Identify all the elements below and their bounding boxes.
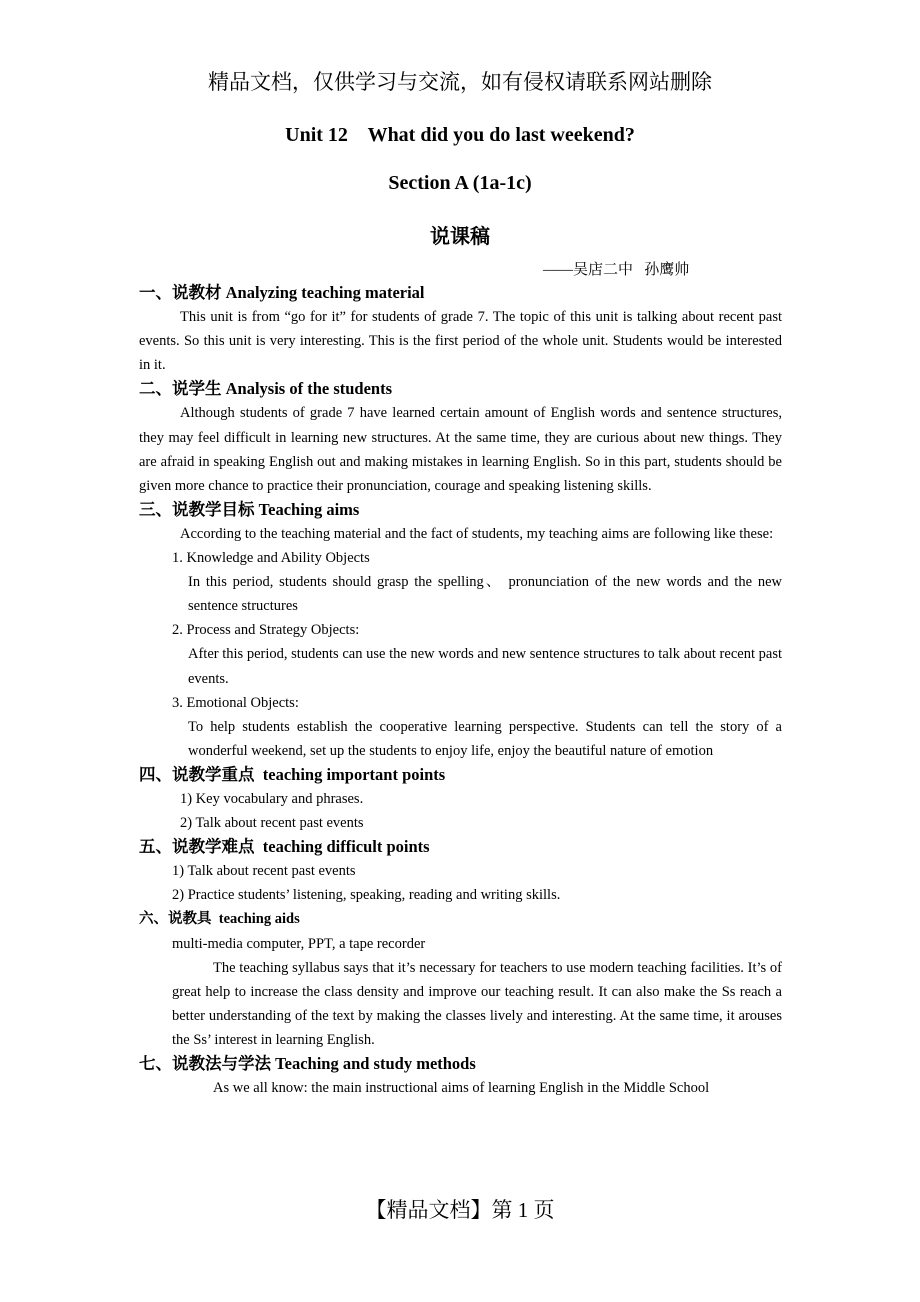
aims-item-text: In this period, students should grasp the spelling、 pronunciation of the new words and the new sentence structures (188, 574, 782, 615)
section-heading-difficult-points: 五、说教学难点 teaching difficult points (139, 837, 430, 857)
page-footer: 【精品文档】第 1 页 (365, 1198, 555, 1222)
unit-title: Unit 12 What did you do last weekend? (285, 124, 635, 146)
page-header: 精品文档，仅供学习与交流，如有侵权请联系网站删除 (208, 70, 712, 94)
section-heading-students: 二、说学生 Analysis of the students (139, 379, 393, 399)
aims-item-title: 3. Emotional Objects: (172, 694, 299, 711)
important-point-item: 2) Talk about recent past events (180, 815, 364, 832)
paragraph-aids: The teaching syllabus says that it’s necessary for teachers to use modern teaching facilities. It’s of great help to increase the class density and improve our teaching result. It can also make the Ss reach a better understanding of the text by making the classes lively and interesting. At the same time, it arouses the Ss’ interest in learning English. (172, 959, 782, 1048)
section-heading-aims: 三、说教学目标 Teaching aims (139, 499, 360, 519)
section-heading-aids: 六、说教具 teaching aids (139, 911, 300, 928)
aids-list: multi-media computer, PPT, a tape recorder (172, 935, 426, 952)
difficult-point-item: 2) Practice students’ listening, speaking, reading and writing skills. (172, 887, 561, 904)
document-body (139, 281, 782, 1100)
aims-item-text: After this period, students can use the new words and new sentence structures to talk about recent past events. (188, 646, 782, 687)
paragraph-students: Although students of grade 7 have learned certain amount of English words and sentence structures, they may feel difficult in learning new structures. At the same time, they are curious about new things. They are afraid in speaking English out and making mistakes in learning English. So in this part, students should be given more chance to practice their pronunciation, courage and speaking listening skills. (139, 405, 782, 494)
doc-type-title: 说课稿 (430, 226, 490, 248)
paragraph-methods: As we all know: the main instructional aims of learning English in the Middle School (213, 1080, 710, 1097)
aims-item-title: 2. Process and Strategy Objects: (172, 622, 360, 639)
aims-item-title: 1. Knowledge and Ability Objects (172, 550, 370, 567)
paragraph-material: This unit is from “go for it” for students of grade 7. The topic of this unit is talking about recent past events. So this unit is very interesting. This is the first period of the whole unit. Students would be interested in it. (139, 309, 782, 374)
important-point-item: 1) Key vocabulary and phrases. (180, 790, 364, 807)
difficult-point-item: 1) Talk about recent past events (172, 863, 356, 880)
section-heading-methods: 七、说教法与学法 Teaching and study methods (139, 1054, 476, 1073)
section-heading-material: 一、说教材 Analyzing teaching material (139, 283, 425, 302)
aims-item-text: To help students establish the cooperative learning perspective. Students can tell the story of a wonderful weekend, set up the students to enjoy life, enjoy the beautiful nature of emotion (188, 718, 782, 759)
section-title: Section A (1a-1c) (388, 172, 532, 194)
paragraph-aims-intro: According to the teaching material and the fact of students, my teaching aims are following like these: (180, 525, 774, 542)
section-heading-important-points: 四、说教学重点 teaching important points (139, 764, 446, 784)
author-line: ——吴店二中 孙鹰帅 (543, 262, 690, 278)
